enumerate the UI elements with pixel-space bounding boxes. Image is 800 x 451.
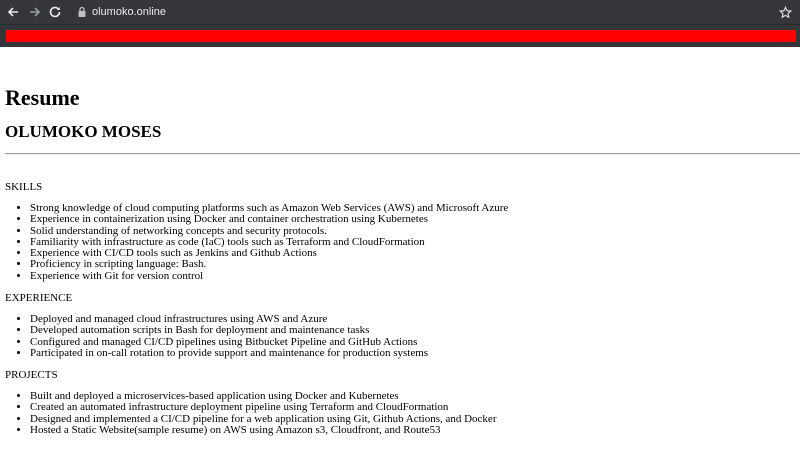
bookmark-button[interactable]: [776, 3, 794, 21]
arrow-left-icon: [6, 5, 20, 19]
browser-toolbar: [0, 0, 800, 24]
page-title: Resume: [5, 85, 80, 110]
arrow-right-icon: [28, 5, 42, 19]
list-item: • Experience with CI/CD tools such as Jenkins and Github Actions: [30, 248, 508, 259]
reload-button[interactable]: [46, 3, 64, 21]
projects-list: [5, 391, 496, 436]
bookmarks-bar: [0, 24, 800, 47]
list-item: • Designed and implemented a CI/CD pipeline for a web application using Git, Github Actions, and Docker: [30, 414, 496, 425]
list-item: • Created an automated infrastructure deployment pipeline using Terraform and CloudFormation: [30, 402, 496, 413]
forward-button[interactable]: [26, 3, 44, 21]
list-item: • Familiarity with infrastructure as code (IaC) tools such as Terraform and CloudFormation: [30, 237, 508, 248]
list-item: • Hosted a Static Website(sample resume) on AWS using Amazon s3, Cloudfront, and Route53: [30, 425, 496, 436]
list-item: • Experience in containerization using Docker and container orchestration using Kubernetes: [30, 214, 508, 225]
reload-icon: [48, 5, 62, 19]
address-bar-url[interactable]: olumoko.online: [92, 6, 166, 18]
back-button[interactable]: [4, 3, 22, 21]
list-item: • Developed automation scripts in Bash for deployment and maintenance tasks: [30, 325, 428, 336]
section-heading-skills: SKILLS: [5, 181, 43, 193]
experience-list: [5, 314, 428, 359]
list-item: • Configured and managed CI/CD pipelines using Bitbucket Pipeline and GitHub Actions: [30, 337, 428, 348]
list-item: • Deployed and managed cloud infrastructures using AWS and Azure: [30, 314, 428, 325]
section-heading-experience: EXPERIENCE: [5, 292, 73, 304]
list-item: • Solid understanding of networking concepts and security protocols.: [30, 226, 508, 237]
list-item: • Proficiency in scripting language: Bash.: [30, 259, 508, 270]
person-name: OLUMOKO MOSES: [5, 122, 162, 141]
list-item: • Experience with Git for version control: [30, 271, 508, 282]
list-item: • Strong knowledge of cloud computing platforms such as Amazon Web Services (AWS) and Microsoft Azure: [30, 203, 508, 214]
lock-icon: [77, 6, 87, 18]
skills-list: [5, 203, 508, 282]
star-icon: [779, 6, 792, 19]
browser-chrome: [0, 0, 800, 46]
list-item: • Participated in on-call rotation to provide support and maintenance for production systems: [30, 348, 428, 359]
horizontal-divider: [5, 153, 800, 155]
redaction-bar: [6, 30, 796, 42]
section-heading-projects: PROJECTS: [5, 369, 58, 381]
list-item: • Built and deployed a microservices-based application using Docker and Kubernetes: [30, 391, 496, 402]
